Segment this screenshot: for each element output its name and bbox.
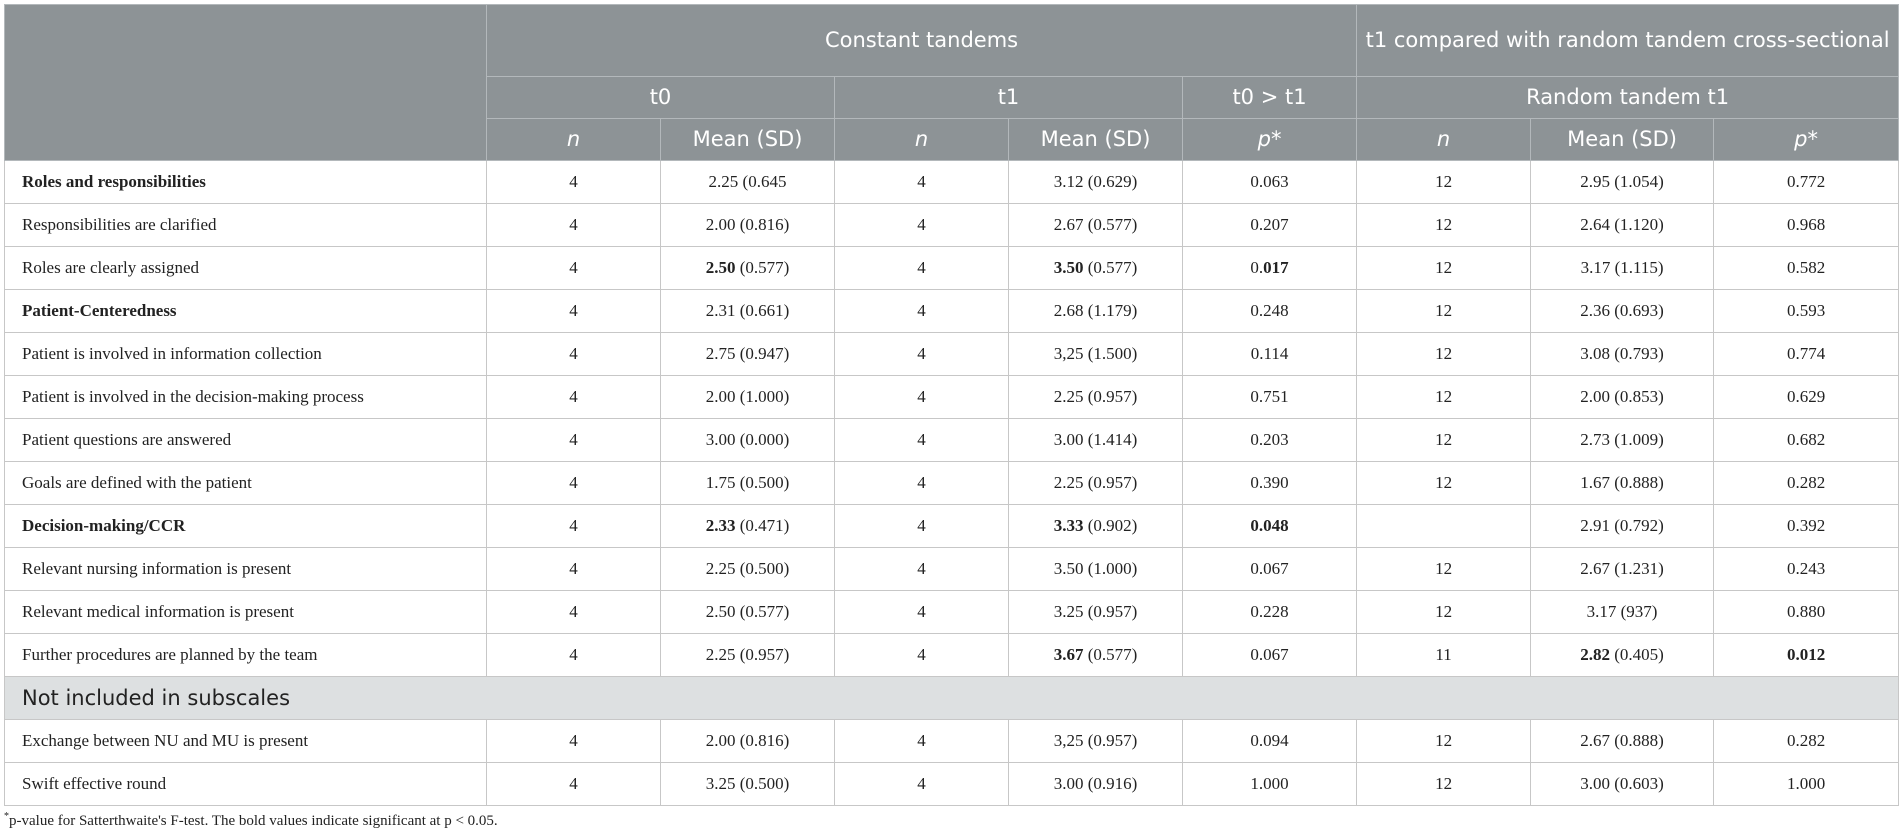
footnote-text: p-value for Satterthwaite's F-test. The bold values indicate significant at p < 0.05.: [9, 813, 498, 829]
cell-t1-mean-sd: 2.67 (0.577): [1009, 204, 1183, 247]
cell-t1-n: 4: [835, 462, 1009, 505]
cell-t1-n: 4: [835, 548, 1009, 591]
table-row: [5, 591, 1899, 634]
row-label: Swift effective round: [5, 763, 487, 806]
cell-t0-mean-sd: 2.33 (0.471): [661, 505, 835, 548]
header-random-mean-sd: Mean (SD): [1531, 119, 1714, 161]
cell-t0-t1-p: 0.203: [1183, 419, 1357, 462]
cell-t0-mean-sd: 2.25 (0.500): [661, 548, 835, 591]
cell-t0-t1-p: 0.094: [1183, 720, 1357, 763]
cell-random-p: 0.880: [1714, 591, 1899, 634]
cell-t1-n: 4: [835, 161, 1009, 204]
header-t1-mean-sd: Mean (SD): [1009, 119, 1183, 161]
cell-random-mean-sd: 3.00 (0.603): [1531, 763, 1714, 806]
header-t1-n: n: [835, 119, 1009, 161]
results-table: [4, 4, 1899, 806]
row-label: Decision-making/CCR: [5, 505, 487, 548]
table-row: [5, 462, 1899, 505]
table-row: [5, 548, 1899, 591]
table-row: [5, 634, 1899, 677]
footnote: [4, 811, 498, 830]
cell-random-n: 12: [1357, 161, 1531, 204]
row-label: Patient-Centeredness: [5, 290, 487, 333]
table-row: [5, 505, 1899, 548]
cell-random-n: 12: [1357, 247, 1531, 290]
cell-t0-t1-p: 0.067: [1183, 548, 1357, 591]
footnote-mark: *: [4, 811, 9, 822]
cell-t1-mean-sd: 3,25 (0.957): [1009, 720, 1183, 763]
cell-random-mean-sd: 2.64 (1.120): [1531, 204, 1714, 247]
cell-t1-mean-sd: 3.50 (0.577): [1009, 247, 1183, 290]
header-t0-mean-sd: Mean (SD): [661, 119, 835, 161]
cell-t1-n: 4: [835, 376, 1009, 419]
cell-t0-mean-sd: 2.25 (0.645: [661, 161, 835, 204]
cell-t0-mean-sd: 2.00 (0.816): [661, 204, 835, 247]
table-row: [5, 333, 1899, 376]
cell-random-n: 12: [1357, 290, 1531, 333]
cell-t0-t1-p: 1.000: [1183, 763, 1357, 806]
cell-random-p: 0.682: [1714, 419, 1899, 462]
header-random-t1: Random tandem t1: [1357, 77, 1899, 119]
cell-random-n: 12: [1357, 720, 1531, 763]
row-label: Roles are clearly assigned: [5, 247, 487, 290]
cell-t0-t1-p: 0.063: [1183, 161, 1357, 204]
cell-t0-mean-sd: 1.75 (0.500): [661, 462, 835, 505]
cell-t0-mean-sd: 2.31 (0.661): [661, 290, 835, 333]
cell-random-mean-sd: 2.36 (0.693): [1531, 290, 1714, 333]
cell-t1-mean-sd: 3.00 (1.414): [1009, 419, 1183, 462]
cell-random-p: 0.243: [1714, 548, 1899, 591]
cell-random-mean-sd: 2.82 (0.405): [1531, 634, 1714, 677]
header-blank-cell: [5, 5, 487, 161]
cell-t1-n: 4: [835, 634, 1009, 677]
cell-t0-n: 4: [487, 290, 661, 333]
row-label: Relevant nursing information is present: [5, 548, 487, 591]
cell-t1-mean-sd: 3.00 (0.916): [1009, 763, 1183, 806]
cell-t0-mean-sd: 3.25 (0.500): [661, 763, 835, 806]
cell-random-mean-sd: 2.67 (0.888): [1531, 720, 1714, 763]
row-label: Responsibilities are clarified: [5, 204, 487, 247]
cell-t0-mean-sd: 3.00 (0.000): [661, 419, 835, 462]
cell-random-n: 12: [1357, 376, 1531, 419]
table-row: [5, 247, 1899, 290]
table-header: [5, 5, 1899, 161]
cell-t0-mean-sd: 2.00 (1.000): [661, 376, 835, 419]
cell-random-mean-sd: 3.17 (1.115): [1531, 247, 1714, 290]
cell-t0-mean-sd: 2.50 (0.577): [661, 247, 835, 290]
table-row: [5, 763, 1899, 806]
row-label: Patient questions are answered: [5, 419, 487, 462]
cell-t1-n: 4: [835, 505, 1009, 548]
cell-t0-mean-sd: 2.00 (0.816): [661, 720, 835, 763]
cell-t0-n: 4: [487, 419, 661, 462]
cell-t0-n: 4: [487, 462, 661, 505]
cell-t0-n: 4: [487, 333, 661, 376]
cell-t0-n: 4: [487, 548, 661, 591]
cell-random-mean-sd: 3.17 (937): [1531, 591, 1714, 634]
cell-t0-t1-p: 0.048: [1183, 505, 1357, 548]
cell-t1-mean-sd: 2.25 (0.957): [1009, 462, 1183, 505]
cell-random-n: 12: [1357, 462, 1531, 505]
row-label: Roles and responsibilities: [5, 161, 487, 204]
cell-random-n: 12: [1357, 591, 1531, 634]
cell-random-p: 1.000: [1714, 763, 1899, 806]
cell-t0-t1-p: 0.114: [1183, 333, 1357, 376]
cell-random-n: 11: [1357, 634, 1531, 677]
cell-t0-t1-p: 0.228: [1183, 591, 1357, 634]
cell-t1-mean-sd: 3.12 (0.629): [1009, 161, 1183, 204]
cell-t0-n: 4: [487, 634, 661, 677]
row-label: Relevant medical information is present: [5, 591, 487, 634]
table-body: [5, 161, 1899, 806]
cell-random-p: 0.774: [1714, 333, 1899, 376]
cell-t1-n: 4: [835, 720, 1009, 763]
header-random-p: p*: [1714, 119, 1899, 161]
cell-random-mean-sd: 2.67 (1.231): [1531, 548, 1714, 591]
row-label: Further procedures are planned by the team: [5, 634, 487, 677]
cell-random-n: [1357, 505, 1531, 548]
cell-random-p: 0.772: [1714, 161, 1899, 204]
cell-t1-n: 4: [835, 591, 1009, 634]
header-random-n: n: [1357, 119, 1531, 161]
cell-random-n: 12: [1357, 333, 1531, 376]
cell-random-p: 0.282: [1714, 462, 1899, 505]
cell-t0-mean-sd: 2.50 (0.577): [661, 591, 835, 634]
header-constant-tandems: Constant tandems: [487, 5, 1357, 77]
cell-random-p: 0.392: [1714, 505, 1899, 548]
cell-t0-n: 4: [487, 720, 661, 763]
cell-random-mean-sd: 2.73 (1.009): [1531, 419, 1714, 462]
cell-random-p: 0.629: [1714, 376, 1899, 419]
table-row: [5, 204, 1899, 247]
cell-t1-n: 4: [835, 204, 1009, 247]
cell-t1-n: 4: [835, 419, 1009, 462]
cell-t0-n: 4: [487, 763, 661, 806]
row-label: Patient is involved in the decision-making process: [5, 376, 487, 419]
cell-t1-n: 4: [835, 333, 1009, 376]
cell-t0-t1-p: 0.017: [1183, 247, 1357, 290]
cell-random-mean-sd: 2.91 (0.792): [1531, 505, 1714, 548]
table-row: [5, 161, 1899, 204]
cell-t0-t1-p: 0.751: [1183, 376, 1357, 419]
cell-random-n: 12: [1357, 419, 1531, 462]
header-t1: t1: [835, 77, 1183, 119]
header-t0-n: n: [487, 119, 661, 161]
table-row: [5, 290, 1899, 333]
row-label: Patient is involved in information collection: [5, 333, 487, 376]
cell-t0-t1-p: 0.390: [1183, 462, 1357, 505]
cell-t0-mean-sd: 2.25 (0.957): [661, 634, 835, 677]
cell-t0-t1-p: 0.067: [1183, 634, 1357, 677]
cell-t1-n: 4: [835, 763, 1009, 806]
cell-t1-mean-sd: 2.68 (1.179): [1009, 290, 1183, 333]
header-random-tandem-group: t1 compared with random tandem cross-sectional: [1357, 5, 1899, 77]
table-row: [5, 376, 1899, 419]
row-label: Exchange between NU and MU is present: [5, 720, 487, 763]
header-t0-t1-p: p*: [1183, 119, 1357, 161]
cell-random-mean-sd: 1.67 (0.888): [1531, 462, 1714, 505]
cell-random-n: 12: [1357, 763, 1531, 806]
cell-t1-mean-sd: 3.50 (1.000): [1009, 548, 1183, 591]
cell-t0-n: 4: [487, 591, 661, 634]
cell-t1-mean-sd: 3.33 (0.902): [1009, 505, 1183, 548]
cell-random-mean-sd: 3.08 (0.793): [1531, 333, 1714, 376]
cell-t0-t1-p: 0.207: [1183, 204, 1357, 247]
cell-t0-n: 4: [487, 505, 661, 548]
cell-random-mean-sd: 2.95 (1.054): [1531, 161, 1714, 204]
header-t0: t0: [487, 77, 835, 119]
cell-t0-t1-p: 0.248: [1183, 290, 1357, 333]
cell-random-mean-sd: 2.00 (0.853): [1531, 376, 1714, 419]
table-row: [5, 720, 1899, 763]
row-label: Goals are defined with the patient: [5, 462, 487, 505]
cell-t0-n: 4: [487, 204, 661, 247]
cell-random-p: 0.593: [1714, 290, 1899, 333]
cell-t0-n: 4: [487, 376, 661, 419]
cell-t0-n: 4: [487, 161, 661, 204]
table-row: [5, 419, 1899, 462]
cell-random-p: 0.282: [1714, 720, 1899, 763]
cell-random-p: 0.012: [1714, 634, 1899, 677]
cell-t0-mean-sd: 2.75 (0.947): [661, 333, 835, 376]
cell-random-p: 0.582: [1714, 247, 1899, 290]
section-label: Not included in subscales: [5, 677, 1899, 720]
cell-t1-n: 4: [835, 290, 1009, 333]
cell-t0-n: 4: [487, 247, 661, 290]
cell-t1-mean-sd: 3.25 (0.957): [1009, 591, 1183, 634]
cell-random-n: 12: [1357, 548, 1531, 591]
cell-random-n: 12: [1357, 204, 1531, 247]
cell-t1-mean-sd: 2.25 (0.957): [1009, 376, 1183, 419]
cell-t1-n: 4: [835, 247, 1009, 290]
cell-t1-mean-sd: 3.67 (0.577): [1009, 634, 1183, 677]
cell-t1-mean-sd: 3,25 (1.500): [1009, 333, 1183, 376]
cell-random-p: 0.968: [1714, 204, 1899, 247]
header-t0-gt-t1: t0 > t1: [1183, 77, 1357, 119]
section-row: [5, 677, 1899, 720]
